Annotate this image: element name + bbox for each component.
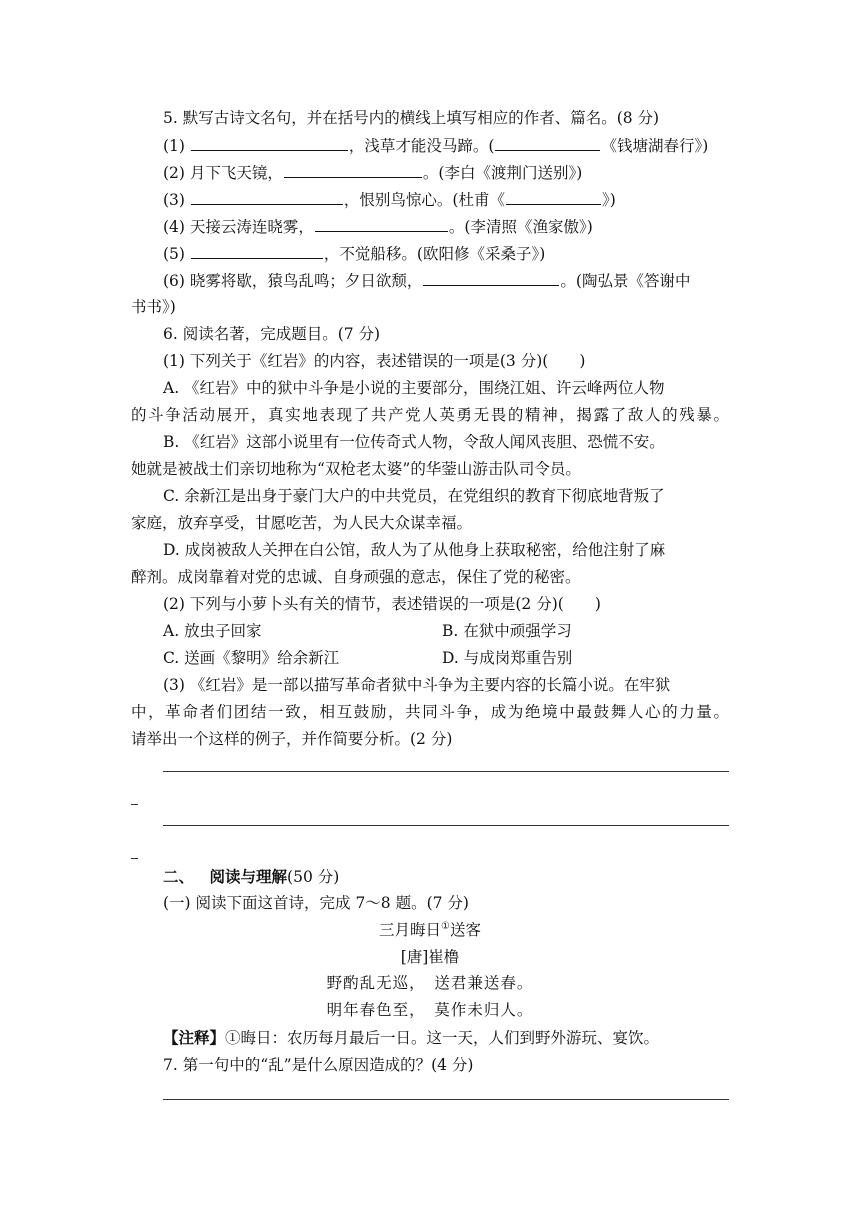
q5-item-5: (5) ，不觉船移。(欧阳修《采桑子》) — [163, 245, 546, 263]
answer-blank[interactable] — [191, 189, 343, 205]
q5-item-4: (4) 天接云涛连晓雾， 。(李清照《渔家傲》) — [163, 218, 593, 236]
answer-blank[interactable] — [191, 243, 323, 259]
q6-sub3-line3: 请举出一个这样的例子，并作简要分析。(2 分) — [131, 730, 453, 748]
q7-stem: 7. 第一句中的“乱”是什么原因造成的？(4 分) — [163, 1056, 474, 1074]
poem-title: 三月晦日①送客 — [379, 920, 481, 939]
q5-item-3: (3) ，恨别鸟惊心。(杜甫《 》) — [163, 191, 616, 209]
q5-item-2: (2) 月下飞天镜， 。(李白《渡荆门送别》) — [163, 164, 583, 182]
q5-item-6: (6) 晓雾将歇，猿鸟乱鸣；夕日欲颓， 。(陶弘景《答谢中 — [163, 272, 691, 290]
q6-option-b-line2: 她就是被战士们亲切地称为“双枪老太婆”的华蓥山游击队司令员。 — [131, 460, 581, 478]
q5-stem: 5. 默写古诗文名句，并在括号内的横线上填写相应的作者、篇名。(8 分) — [163, 109, 660, 127]
answer-line[interactable] — [163, 771, 729, 772]
answer-line-stub — [131, 858, 138, 859]
q6-option-c-line2: 家庭，放弃享受，甘愿吃苦，为人民大众谋幸福。 — [131, 514, 473, 532]
q6-option-a-line1: A. 《红岩》中的狱中斗争是小说的主要部分，围绕江姐、许云峰两位人物 — [163, 379, 665, 397]
q6-sub3-line1: (3) 《红岩》是一部以描写革命者狱中斗争为主要内容的长篇小说。在牢狱 — [163, 676, 671, 694]
q6-option-d-line2: 醉剂。成岗靠着对党的忠诚、自身顽强的意志，保住了党的秘密。 — [131, 568, 581, 586]
title-blank[interactable] — [506, 189, 601, 205]
q6-stem: 6. 阅读名著，完成题目。(7 分) — [163, 325, 381, 343]
q6-sub2-option-c: C. 送画《黎明》给余新江 — [163, 649, 340, 667]
q6-option-d-line1: D. 成岗被敌人关押在白公馆，敌人为了从他身上获取秘密，给他注射了麻 — [163, 541, 666, 559]
answer-blank[interactable] — [284, 162, 422, 178]
answer-line[interactable] — [163, 825, 729, 826]
reading-instruction: (一) 阅读下面这首诗，完成 7～8 题。(7 分) — [163, 894, 469, 912]
poem-verse-2: 明年春色至， 莫作未归人。 — [326, 1001, 534, 1019]
section-heading: 二、 阅读与理解(50 分) — [163, 867, 340, 886]
answer-blank[interactable] — [423, 270, 559, 286]
q6-option-a-line2: 的斗争活动展开，真实地表现了共产党人英勇无畏的精神，揭露了敌人的残暴。 — [131, 406, 729, 424]
q6-sub2-option-b: B. 在狱中顽强学习 — [442, 622, 572, 640]
answer-blank[interactable] — [315, 216, 448, 232]
answer-line[interactable] — [163, 1099, 729, 1100]
q6-sub2: (2) 下列与小萝卜头有关的情节，表述错误的一项是(2 分)( ) — [163, 595, 601, 613]
q6-option-b-line1: B. 《红岩》这部小说里有一位传奇式人物，令敌人闻风丧胆、恐慌不安。 — [163, 433, 665, 451]
poem-note: 【注释】①晦日：农历每月最后一日。这一天，人们到野外游玩、宴饮。 — [163, 1028, 660, 1047]
q6-sub2-option-a: A. 放虫子回家 — [163, 622, 262, 640]
q5-item-1: (1) ，浅草才能没马蹄。( 《钱塘湖春行》) — [163, 137, 709, 155]
q6-sub1: (1) 下列关于《红岩》的内容，表述错误的一项是(3 分)( ) — [163, 352, 586, 370]
poem-author: [唐]崔橹 — [400, 948, 460, 966]
author-blank[interactable] — [495, 135, 600, 151]
q6-sub3-line2: 中，革命者们团结一致，相互鼓励，共同斗争，成为绝境中最鼓舞人心的力量。 — [131, 703, 729, 721]
poem-verse-1: 野酌乱无巡， 送君兼送春。 — [326, 974, 534, 992]
q6-option-c-line1: C. 余新江是出身于豪门大户的中共党员，在党组织的教育下彻底地背叛了 — [163, 487, 665, 505]
answer-blank[interactable] — [191, 135, 348, 151]
answer-line-stub — [131, 804, 138, 805]
q6-sub2-option-d: D. 与成岗郑重告别 — [442, 649, 573, 667]
q5-item-6-cont: 书书》) — [131, 298, 176, 316]
